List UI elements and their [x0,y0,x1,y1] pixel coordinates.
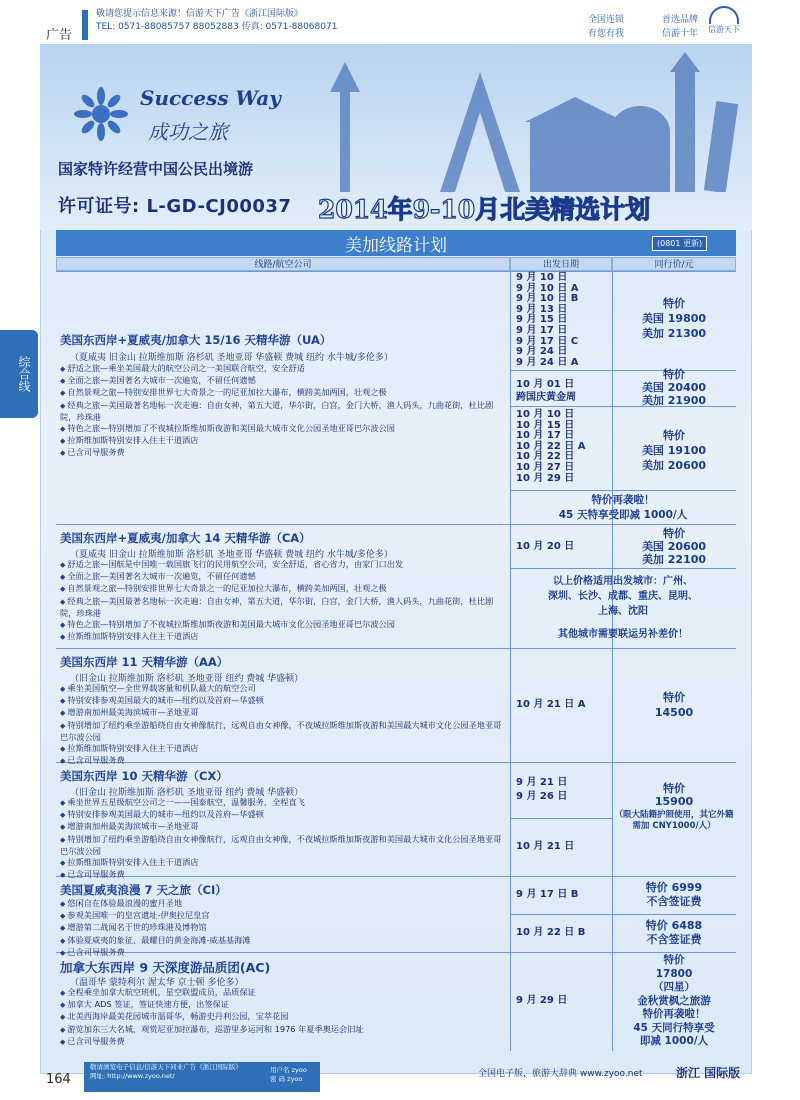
feature-item: ◆ 悠闲自在体验最浪漫的蜜月圣地 [60,898,506,910]
price-line: 美国 19100 [641,444,707,457]
banner-title: 2014年9-10月北美精选计划 [318,195,651,224]
brand-name: 信游天下 [708,25,740,34]
feature-item: ◆ 增游南加州最美海滨城市—圣地亚哥 [60,821,506,833]
date-list [516,996,567,1007]
feature-item: ◆ 拉斯维加斯特别安排入住主干道酒店 [60,743,506,755]
contact-info [96,8,337,34]
departure-date: 10 月 22 日 B [516,927,586,938]
departure-date: 10 月 22 日 A [516,440,586,452]
date-list [516,273,579,368]
header-accent-bar [82,10,88,40]
slogan-d: 信游十年 [661,29,698,39]
grid-line [510,914,736,915]
price-line: 特价 [663,368,685,381]
departure-date: 9 月 24 日 A [516,356,579,368]
feature-item: ◆ 全面之旅—美国著名大城市一次遍览，不留任何遗憾 [60,375,506,387]
route-title: 美国东西岸+夏威夷/加拿大 14 天精华游（CA） [60,531,311,545]
column-header-date: 出发日期 [510,257,612,271]
route-features [60,898,506,959]
departure-date: 10 月 21 日 [516,841,575,852]
route-title: 美国东西岸 11 天精华游（AA） [60,655,229,669]
feature-item: ◆ 已含司导服务费 [60,869,506,881]
departure-date: 9 月 24 日 [516,346,568,358]
footer-note [90,1063,270,1081]
city-note-line: 以上价格适用出发城市：广州、 [553,576,693,587]
departure-date: 9 月 10 日 [516,272,568,283]
date-list [516,776,567,804]
feature-item: ◆ 北美西海岸最美花园城市温哥华，畅游史丹利公园，宝萃花园 [60,1011,506,1023]
feature-item: ◆ 参观美国唯一的皇宫遗址-伊奥拉尼皇宫 [60,910,506,922]
brand-logo [700,6,748,35]
date-list [516,410,586,484]
left-margin [0,44,40,1074]
date-list [516,378,576,404]
date-list [516,890,578,901]
feature-item: ◆ 乘坐美国航空—全世界载客量和机队最大的航空公司 [60,683,506,695]
price-line: 美国 20600 [641,540,707,553]
date-list [516,542,574,553]
departure-date: 10 月 29 日 [516,472,575,484]
departure-date: 10 月 01 日 [516,379,575,390]
ad-label: 广告 [46,28,73,43]
price-line: 特价 [663,429,685,442]
price-line: 特价 6999 [645,881,703,894]
price-block [612,296,736,341]
route-title: 美国东西岸+夏威夷/加拿大 15/16 天精华游（UA） [60,333,332,347]
login-pass-label: 密 码 [270,1075,286,1083]
page-number: 164 [46,1072,71,1087]
price-line: （四星） [653,981,695,993]
sun-icon [709,6,739,24]
feature-item: ◆ 乘坐世界五星级航空公司之一——国泰航空，温馨服务，全程直飞 [60,797,506,809]
city-note-line: 深圳、长沙、成都、重庆、昆明、 [548,591,698,602]
plan-title: 美加线路计划 [345,236,447,256]
price-line: 美国 20400 [641,381,707,394]
departure-date: 10 月 21 日 A [516,699,586,710]
feature-item: ◆ 已含司导服务费 [60,947,506,959]
departure-city-note [510,574,736,642]
login-user-label: 用户名 [270,1066,290,1074]
login-user-value: zyoo [291,1066,307,1074]
departure-date: 跨国庆黄金周 [516,392,576,403]
route-stops: （夏威夷 旧金山 拉斯维加斯 洛杉矶 圣地亚哥 华盛顿 费城 纽约 水牛城/多伦多） [70,550,393,560]
grid-line [56,524,736,525]
route-title: 美国夏威夷浪漫 7 天之旅（CI） [60,883,227,897]
price-line: 美加 20600 [641,459,707,472]
column-header-price: 同行价/元 [612,257,736,271]
departure-date: 10 月 20 日 [516,541,575,552]
route-title: 美国东西岸 10 天精华游（CX） [60,769,228,783]
city-note-line: 上海、沈阳 [598,606,648,617]
departure-date: 9 月 10 日 B [516,293,579,305]
feature-item: ◆ 舒适之旅—乘坐美国最大的航空公司之一美国联合航空，安全舒适 [60,363,506,375]
price-block [612,919,736,947]
price-line: 特价 [663,782,685,795]
price-line: 美加 22100 [641,553,707,566]
license-statement: 国家特许经营中国公民出境游 [58,160,254,178]
price-line: 金秋赏枫之旅游 [637,994,711,1007]
price-line: 特价 [663,954,685,966]
feature-item: ◆ 特别安排参观美国最大的城市—纽约以及首府—华盛顿 [60,809,506,821]
feature-item: ◆ 增游南加州最美海滨城市—圣地亚哥 [60,707,506,719]
departure-date: 10 月 17 日 [516,430,575,442]
price-line: 15900 [654,795,694,808]
price-line: 14500 [654,706,694,719]
date-list [516,700,586,711]
departure-date: 9 月 15 日 [516,314,568,326]
slogan-a: 全国连锁 [588,15,625,25]
departure-date: 10 月 15 日 [516,419,575,431]
price-line: 特价 [663,297,685,310]
landmarks-illustration [320,52,740,192]
price-line: 45 天同行特享受 [633,1021,715,1034]
feature-item: ◆ 特别增加了纽约乘坐游船绕自由女神像航行，远观自由女神像，不夜城拉斯维加斯夜游和美国最大城市文化公园圣地亚哥巴尔波公园 [60,834,506,857]
route-stops: （夏威夷 旧金山 拉斯维加斯 洛杉矶 圣地亚哥 华盛顿 费城 纽约 水牛城/多伦多） [70,353,393,363]
departure-date: 9 月 13 日 [516,303,568,315]
footer-login [270,1066,307,1084]
feature-item: ◆ 游览加东三大名城，观赏尼亚加拉瀑布，巡游里多运河和 1976 年夏季奥运会旧址 [60,1024,506,1036]
grid-line [510,490,736,491]
header-slogans [588,13,698,41]
logo-chinese: 成功之旅 [148,120,228,144]
departure-date: 10 月 10 日 [516,409,575,420]
price-block [612,527,736,566]
feature-item: ◆ 加拿大 ADS 签证，签证快速方便，出签保证 [60,999,506,1011]
feature-item: ◆ 经典之旅—美国最著名地标一次走遍：自由女神，第五大道，华尔街，白宫，金门大桥，渔人码头，九曲花街，杜比剧院，珍珠港 [60,596,506,619]
route-stops: （温哥华 蒙特利尔 渥太华 京士顿 多伦多） [70,978,244,988]
grid-line [510,271,511,1051]
date-list [516,842,574,853]
price-line: 特价 [663,527,685,540]
footer-region: 浙江 国际版 [676,1066,741,1080]
feature-item: ◆ 经典之旅—美国最著名地标一次走遍：自由女神，第五大道，华尔街，白宫，金门大桥，渔人码头，九曲花街，杜比剧院，珍珠港 [60,400,506,423]
feature-item: ◆ 自然景观之旅—特别安排世界七大奇景之一的尼亚加拉大瀑布，横跨美加两国，壮观之极 [60,387,506,399]
departure-date: 9 月 26 日 [516,791,568,802]
departure-date: 9 月 10 日 A [516,282,579,294]
price-line: 美加 21900 [641,394,707,407]
feature-item: ◆ 增游第二战闻名于世的珍珠港及博物馆 [60,922,506,934]
price-block [612,690,736,720]
route-features [60,987,506,1048]
promo-note [510,493,736,523]
route-features [60,363,506,460]
price-line: 特价再袭啦！ [642,1008,706,1020]
city-note-line [510,619,736,627]
feature-item: ◆ 全面之旅—美国著名大城市一次遍览，不留任何遗憾 [60,571,506,583]
slogan-c: 有您有我 [588,29,625,39]
price-line: 美加 21300 [641,327,707,340]
grid-line [56,271,736,272]
departure-date: 9 月 17 日 B [516,889,579,900]
price-line: 不含签证费 [646,895,702,908]
logo-english: Success Way [140,86,281,110]
feature-item: ◆ 自然景观之旅—特别安排世界七大奇景之一的尼亚加拉大瀑布，横跨美加两国，壮观之极 [60,583,506,595]
feature-item: ◆ 体验夏威夷的象征、最耀目的黄金海滩-威基基海滩 [60,935,506,947]
feature-item: ◆ 已含司导服务费 [60,755,506,767]
column-header-route: 线路/航空公司 [56,257,510,271]
grid-line [56,648,736,649]
grid-line [510,568,736,569]
permit-number: 许可证号: L-GD-CJ00037 [58,196,292,217]
price-footnote: （限大陆籍护照使用，其它外籍需加 CNY1000/人） [614,810,734,831]
price-line: 美国 19800 [641,312,707,325]
promo-line: 特价再袭啦！ [591,494,655,506]
footer-slogan: 全国电子版，旅游大辞典 www.zyoo.net [478,1069,643,1079]
footer-note-line: 敬请浏览电子信息/信游天下同业广告《浙江国际版》 [90,1063,242,1071]
feature-item: ◆ 已含司导服务费 [60,1036,506,1048]
route-stops: （旧金山 拉斯维加斯 洛杉矶 圣地亚哥 纽约 费城 华盛顿） [70,788,304,798]
section-tab-label: 综合线 [17,356,31,392]
price-line: 特价 [663,691,685,704]
promo-line: 45 天特享受即减 1000/人 [558,509,688,521]
feature-item: ◆ 特色之旅—特别增加了不夜城拉斯维加斯夜游和美国最大城市文化公园圣地亚哥巴尔波公园 [60,423,506,435]
departure-date: 9 月 17 日 [516,324,568,336]
route-title: 加拿大东西岸 9 天深度游品质团(AC) [60,960,271,975]
sunflower-icon [66,86,136,146]
price-block [612,954,736,1049]
city-note-line: 其他城市需要联运另补差价！ [558,629,688,640]
feature-item: ◆ 舒适之旅—国航是中国唯一载国旗飞行的民用航空公司，安全舒适，省心省力，由家门口出发 [60,559,506,571]
price-line: 特价 6488 [645,919,703,932]
update-badge: (0801 更新) [652,236,707,251]
price-block [614,782,734,832]
feature-item: ◆ 特色之旅—特别增加了不夜城拉斯维加斯夜游和美国最大城市文化公园圣地亚哥巴尔波公园 [60,619,506,631]
contact-line-1: 敬请您提示信息来源！信游天下广告《浙江国际版》 [96,9,304,19]
slogan-b: 首选品牌 [661,15,698,25]
feature-item: ◆ 拉斯维加斯特别安排入住主干道酒店 [60,857,506,869]
route-features [60,559,506,643]
feature-item: ◆ 拉斯维加斯特别安排入住主干道酒店 [60,435,506,447]
departure-date: 9 月 17 日 C [516,335,579,347]
grid-line [510,818,612,819]
date-list [516,928,585,939]
feature-item: ◆ 全程乘坐加拿大航空班机，星空联盟成员，品质保证 [60,987,506,999]
route-stops: （旧金山 拉斯维加斯 洛杉矶 圣地亚哥 纽约 费城 华盛顿） [70,674,304,684]
feature-item: ◆ 特别安排参观美国最大的城市—纽约以及首府—华盛顿 [60,695,506,707]
departure-date: 9 月 21 日 [516,777,568,788]
price-line: 即减 1000/人 [639,1035,709,1047]
departure-date: 10 月 22 日 [516,451,575,463]
feature-item: ◆ 拉斯维加斯特别安排入住主干道酒店 [60,631,506,643]
route-features [60,797,506,881]
departure-date: 10 月 27 日 [516,461,575,473]
price-block [612,428,736,473]
route-features [60,683,506,767]
price-block [612,368,736,407]
departure-date: 9 月 29 日 [516,995,568,1006]
login-pass-value: zyoo [287,1075,303,1083]
price-line: 不含签证费 [646,933,702,946]
contact-line-2: TEL: 0571-88085757 88052883 传真: 0571-88068071 [96,22,338,32]
feature-item: ◆ 特别增加了纽约乘坐游船绕自由女神像航行，远观自由女神像，不夜城拉斯维加斯夜游和美国最大城市文化公园圣地亚哥巴尔波公园 [60,720,506,743]
price-line: 17800 [655,967,693,980]
footer-url[interactable]: 网址: http://www.zyoo.net/ [90,1072,175,1080]
feature-item: ◆ 已含司导服务费 [60,447,506,459]
price-block [612,881,736,909]
